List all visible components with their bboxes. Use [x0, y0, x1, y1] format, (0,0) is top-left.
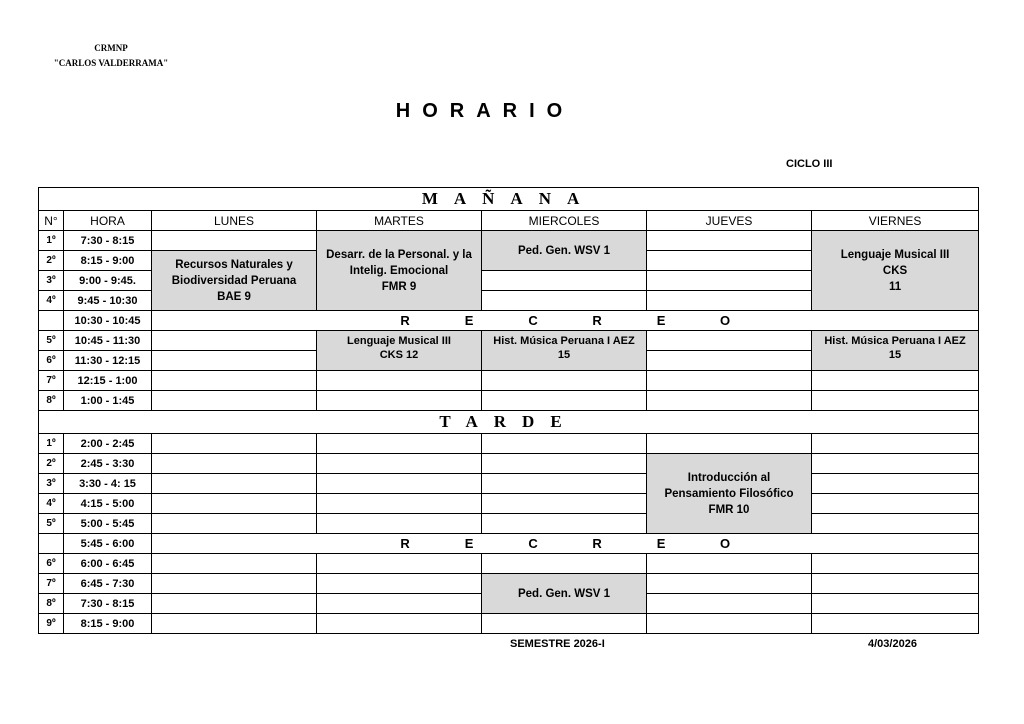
course-cell-miercoles-am: [482, 231, 647, 271]
course-name: Hist. Música Peruana I AEZ: [493, 335, 635, 347]
row-time: 12:15 - 1:00: [64, 371, 152, 391]
empty-cell: [647, 554, 812, 574]
course-teacher: FMR 9: [381, 280, 417, 293]
row-time: 4:15 - 5:00: [64, 494, 152, 514]
header-num: N°: [39, 211, 64, 231]
recreo-letter: E: [656, 312, 666, 328]
empty-cell: [152, 614, 317, 634]
course-name: Lenguaje Musical III: [840, 248, 950, 261]
course-hours: 11: [888, 280, 902, 293]
recreo-letter: O: [719, 312, 731, 328]
header-viernes: VIERNES: [812, 211, 979, 231]
empty-cell: [647, 371, 812, 391]
recreo-letter: E: [656, 535, 666, 551]
empty-cell: [152, 574, 317, 594]
institution-line2: "CARLOS VALDERRAMA": [53, 58, 169, 68]
empty-cell: [482, 514, 647, 534]
empty-cell: [152, 514, 317, 534]
empty-cell: [482, 391, 647, 411]
row-time: 9:00 - 9:45.: [64, 271, 152, 291]
row-time: 6:00 - 6:45: [64, 554, 152, 574]
empty-cell: [812, 474, 979, 494]
row-num: 2º: [39, 454, 64, 474]
row-num: [39, 534, 64, 554]
empty-cell: [647, 594, 812, 614]
row-num: 3º: [39, 474, 64, 494]
empty-cell: [152, 351, 317, 371]
section-morning: MAÑANA: [39, 188, 979, 211]
course-name: Introducción al: [687, 471, 771, 484]
header-jueves: JUEVES: [647, 211, 812, 231]
empty-cell: [647, 574, 812, 594]
empty-cell: [812, 554, 979, 574]
row-time: 5:00 - 5:45: [64, 514, 152, 534]
schedule-table: [38, 187, 979, 634]
recreo-letter: R: [592, 312, 602, 328]
course-name: Pensamiento Filosófico: [664, 487, 794, 500]
row-time: 10:45 - 11:30: [64, 331, 152, 351]
recreo-letter: R: [400, 535, 410, 551]
empty-cell: [152, 594, 317, 614]
course-cell-martes-am: [317, 231, 482, 311]
empty-cell: [812, 614, 979, 634]
empty-cell: [812, 391, 979, 411]
date-label: 4/03/2026: [868, 638, 917, 650]
course-teacher: CKS 12: [379, 349, 419, 361]
empty-cell: [152, 231, 317, 251]
row-num: 9º: [39, 614, 64, 634]
empty-cell: [812, 494, 979, 514]
recreo-letter: E: [464, 312, 474, 328]
empty-cell: [152, 331, 317, 351]
recreo-letter: E: [464, 535, 474, 551]
row-time: 6:45 - 7:30: [64, 574, 152, 594]
empty-cell: [482, 371, 647, 391]
row-time: 5:45 - 6:00: [64, 534, 152, 554]
empty-cell: [647, 331, 812, 351]
page-title: HORARIO: [395, 100, 575, 122]
empty-cell: [152, 371, 317, 391]
row-num: 5º: [39, 514, 64, 534]
row-time: 2:00 - 2:45: [64, 434, 152, 454]
empty-cell: [812, 574, 979, 594]
empty-cell: [482, 291, 647, 311]
empty-cell: [152, 454, 317, 474]
empty-cell: [812, 454, 979, 474]
institution-line1: CRMNP: [94, 43, 128, 53]
course-name: Biodiversidad Peruana: [171, 274, 297, 287]
row-num: 6º: [39, 351, 64, 371]
course-hours: 15: [557, 349, 571, 361]
empty-cell: [317, 371, 482, 391]
course-cell-viernes-am: [812, 231, 979, 311]
empty-cell: [317, 454, 482, 474]
course-name: Desarr. de la Personal. y la: [326, 248, 472, 261]
empty-cell: [647, 231, 812, 251]
empty-cell: [482, 494, 647, 514]
empty-cell: [317, 554, 482, 574]
empty-cell: [647, 291, 812, 311]
row-num: 8º: [39, 391, 64, 411]
empty-cell: [152, 494, 317, 514]
row-num: 1º: [39, 434, 64, 454]
empty-cell: [482, 454, 647, 474]
empty-cell: [812, 514, 979, 534]
course-cell-jueves-pm: [647, 454, 812, 534]
row-time: 7:30 - 8:15: [64, 231, 152, 251]
course-cell-martes-am2: [317, 331, 482, 371]
course-teacher: BAE 9: [217, 290, 251, 303]
empty-cell: [647, 614, 812, 634]
row-time: 9:45 - 10:30: [64, 291, 152, 311]
row-time: 10:30 - 10:45: [64, 311, 152, 331]
row-num: 7º: [39, 574, 64, 594]
header-lunes: LUNES: [152, 211, 317, 231]
empty-cell: [812, 594, 979, 614]
course-name: Hist. Música Peruana I AEZ: [824, 335, 966, 347]
row-time: 7:30 - 8:15: [64, 594, 152, 614]
course-name: Ped. Gen. WSV 1: [517, 244, 611, 257]
header-miercoles: MIERCOLES: [482, 211, 647, 231]
row-time: 2:45 - 3:30: [64, 454, 152, 474]
empty-cell: [317, 391, 482, 411]
recreo-letter: R: [592, 535, 602, 551]
empty-cell: [647, 434, 812, 454]
course-teacher: CKS: [882, 264, 908, 277]
empty-cell: [152, 554, 317, 574]
empty-cell: [317, 574, 482, 594]
course-hours: 15: [888, 349, 902, 361]
empty-cell: [647, 391, 812, 411]
row-time: 8:15 - 9:00: [64, 251, 152, 271]
empty-cell: [317, 434, 482, 454]
empty-cell: [482, 271, 647, 291]
empty-cell: [812, 371, 979, 391]
empty-cell: [317, 514, 482, 534]
recreo-row: [152, 311, 979, 331]
section-afternoon: TARDE: [39, 411, 979, 434]
header-martes: MARTES: [317, 211, 482, 231]
empty-cell: [317, 494, 482, 514]
empty-cell: [482, 474, 647, 494]
row-num: 7º: [39, 371, 64, 391]
course-name: Lenguaje Musical III: [347, 335, 451, 347]
course-name: Intelig. Emocional: [349, 264, 449, 277]
recreo-row: [152, 534, 979, 554]
course-cell-miercoles-pm: [482, 574, 647, 614]
recreo-letter: O: [719, 535, 731, 551]
header-hora: HORA: [64, 211, 152, 231]
empty-cell: [317, 474, 482, 494]
empty-cell: [482, 554, 647, 574]
empty-cell: [482, 614, 647, 634]
row-time: 11:30 - 12:15: [64, 351, 152, 371]
empty-cell: [482, 434, 647, 454]
empty-cell: [812, 434, 979, 454]
row-num: 8º: [39, 594, 64, 614]
empty-cell: [317, 594, 482, 614]
empty-cell: [152, 434, 317, 454]
row-num: 1º: [39, 231, 64, 251]
course-name: Recursos Naturales y: [175, 258, 293, 271]
semester-label: SEMESTRE 2026-I: [510, 638, 605, 650]
row-num: [39, 311, 64, 331]
empty-cell: [647, 271, 812, 291]
course-cell-viernes-am2: [812, 331, 979, 371]
course-teacher: FMR 10: [708, 503, 750, 516]
empty-cell: [152, 391, 317, 411]
row-time: 1:00 - 1:45: [64, 391, 152, 411]
recreo-letter: C: [528, 535, 538, 551]
row-num: 5º: [39, 331, 64, 351]
row-num: 3º: [39, 271, 64, 291]
course-cell-lunes-am: [152, 251, 317, 311]
row-time: 3:30 - 4: 15: [64, 474, 152, 494]
recreo-letter: R: [400, 312, 410, 328]
row-num: 6º: [39, 554, 64, 574]
recreo-letter: C: [528, 312, 538, 328]
course-cell-miercoles-am2: [482, 331, 647, 371]
row-time: 8:15 - 9:00: [64, 614, 152, 634]
row-num: 2º: [39, 251, 64, 271]
row-num: 4º: [39, 494, 64, 514]
cycle-label: CICLO III: [786, 158, 833, 170]
empty-cell: [152, 474, 317, 494]
course-name: Ped. Gen. WSV 1: [517, 587, 611, 600]
empty-cell: [317, 614, 482, 634]
empty-cell: [647, 251, 812, 271]
empty-cell: [647, 351, 812, 371]
row-num: 4º: [39, 291, 64, 311]
